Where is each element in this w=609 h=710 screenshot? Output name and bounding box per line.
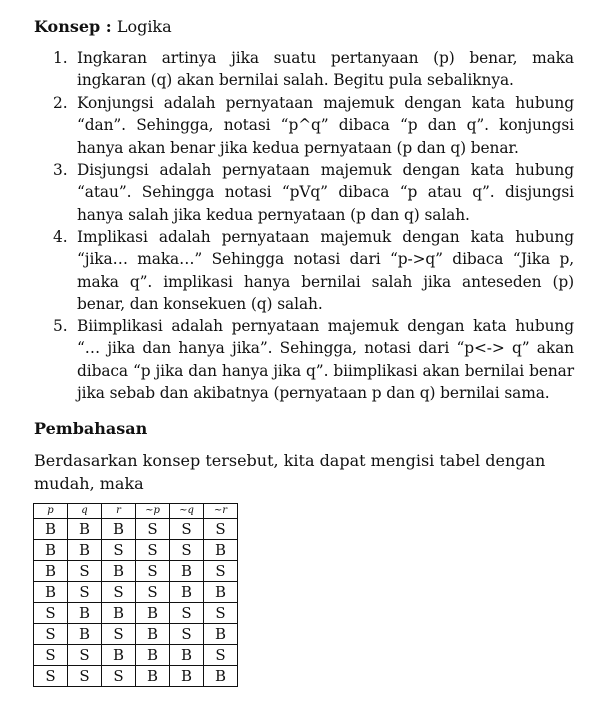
- table-cell: B: [34, 519, 68, 540]
- concept-number: 5.: [53, 317, 68, 335]
- table-cell: S: [34, 666, 68, 687]
- table-cell: S: [102, 624, 136, 645]
- concept-number: 4.: [53, 228, 68, 246]
- truth-table: [33, 503, 238, 687]
- concept-topic: Logika: [116, 17, 172, 36]
- table-cell: B: [136, 603, 170, 624]
- concept-item: [0, 92, 609, 159]
- table-cell: B: [204, 540, 238, 561]
- table-cell: B: [170, 666, 204, 687]
- table-cell: B: [136, 666, 170, 687]
- concept-item: [0, 159, 609, 226]
- table-cell: B: [68, 540, 102, 561]
- table-cell: S: [68, 582, 102, 603]
- table-cell: S: [204, 519, 238, 540]
- column-header: ~r: [204, 504, 238, 519]
- table-cell: S: [102, 666, 136, 687]
- column-header: ~p: [136, 504, 170, 519]
- table-cell: S: [170, 624, 204, 645]
- table-cell: B: [204, 624, 238, 645]
- column-header: q: [68, 504, 102, 519]
- concept-number: 1.: [53, 49, 68, 67]
- table-cell: B: [204, 582, 238, 603]
- table-cell: S: [170, 519, 204, 540]
- concept-text: Ingkaran artinya jika suatu pertanyaan (p) benar, maka ingkaran (q) akan bernilai salah. Begitu pula sebaliknya.: [77, 49, 574, 90]
- table-cell: S: [34, 645, 68, 666]
- discussion-title: Pembahasan: [34, 419, 148, 438]
- column-header: p: [34, 504, 68, 519]
- table-row: [34, 624, 238, 645]
- table-cell: B: [102, 519, 136, 540]
- table-cell: S: [68, 666, 102, 687]
- concept-heading: [34, 16, 172, 38]
- column-header: r: [102, 504, 136, 519]
- table-cell: B: [170, 561, 204, 582]
- table-row: [34, 561, 238, 582]
- concept-label: Konsep :: [34, 17, 112, 36]
- discussion-intro: Berdasarkan konsep tersebut, kita dapat mengisi tabel dengan mudah, maka: [34, 451, 546, 493]
- table-row: [34, 645, 238, 666]
- table-cell: S: [34, 603, 68, 624]
- table-row: [34, 519, 238, 540]
- concept-item: [0, 47, 609, 92]
- table-cell: S: [102, 582, 136, 603]
- concept-text: Disjungsi adalah pernyataan majemuk dengan kata hubung “atau”. Sehingga notasi “pVq” dibaca “p atau q”. disjungsi hanya salah jika kedua pernyataan (p dan q) salah.: [77, 161, 574, 224]
- table-cell: B: [34, 540, 68, 561]
- concept-text: Implikasi adalah pernyataan majemuk dengan kata hubung “jika… maka…” Sehingga notasi dari “p->q” dibaca “Jika p, maka q”. implikasi hanya bernilai salah jika anteseden (p) benar, dan konsekuen (q) salah.: [77, 228, 574, 313]
- concept-text: Biimplikasi adalah pernyataan majemuk dengan kata hubung “… jika dan hanya jika”. Sehingga, notasi dari “p<-> q” akan dibaca “p jika dan hanya jika q”. biimplikasi akan bernilai benar jika sebab dan akibatnya (pernyataan p dan q) bernilai sama.: [77, 317, 574, 402]
- concept-number: 2.: [53, 94, 68, 112]
- table-cell: B: [68, 603, 102, 624]
- column-header: ~q: [170, 504, 204, 519]
- table-cell: S: [136, 561, 170, 582]
- truth-table-body: [34, 519, 238, 687]
- table-cell: S: [204, 603, 238, 624]
- table-cell: S: [170, 540, 204, 561]
- table-cell: B: [102, 603, 136, 624]
- table-row: [34, 603, 238, 624]
- concept-number: 3.: [53, 161, 68, 179]
- table-cell: B: [136, 645, 170, 666]
- table-cell: S: [68, 561, 102, 582]
- table-cell: B: [102, 645, 136, 666]
- table-cell: S: [204, 561, 238, 582]
- table-cell: B: [170, 582, 204, 603]
- table-row: [34, 582, 238, 603]
- table-cell: S: [68, 645, 102, 666]
- table-cell: B: [68, 519, 102, 540]
- table-cell: S: [170, 603, 204, 624]
- concept-item: [0, 315, 609, 405]
- table-cell: B: [136, 624, 170, 645]
- table-row: [34, 540, 238, 561]
- table-cell: S: [34, 624, 68, 645]
- concept-item: [0, 226, 609, 315]
- table-cell: B: [170, 645, 204, 666]
- table-cell: S: [136, 519, 170, 540]
- concept-text: Konjungsi adalah pernyataan majemuk dengan kata hubung “dan”. Sehingga, notasi “p^q” dibaca “p dan q”. konjungsi hanya akan benar jika kedua pernyataan (p dan q) benar.: [77, 94, 574, 157]
- table-cell: B: [204, 666, 238, 687]
- table-cell: B: [68, 624, 102, 645]
- table-cell: B: [102, 561, 136, 582]
- table-cell: S: [136, 540, 170, 561]
- table-cell: S: [204, 645, 238, 666]
- table-cell: B: [34, 561, 68, 582]
- table-cell: B: [34, 582, 68, 603]
- table-cell: S: [136, 582, 170, 603]
- concept-list: [0, 47, 609, 405]
- truth-table-header-row: [34, 504, 238, 519]
- table-cell: S: [102, 540, 136, 561]
- table-row: [34, 666, 238, 687]
